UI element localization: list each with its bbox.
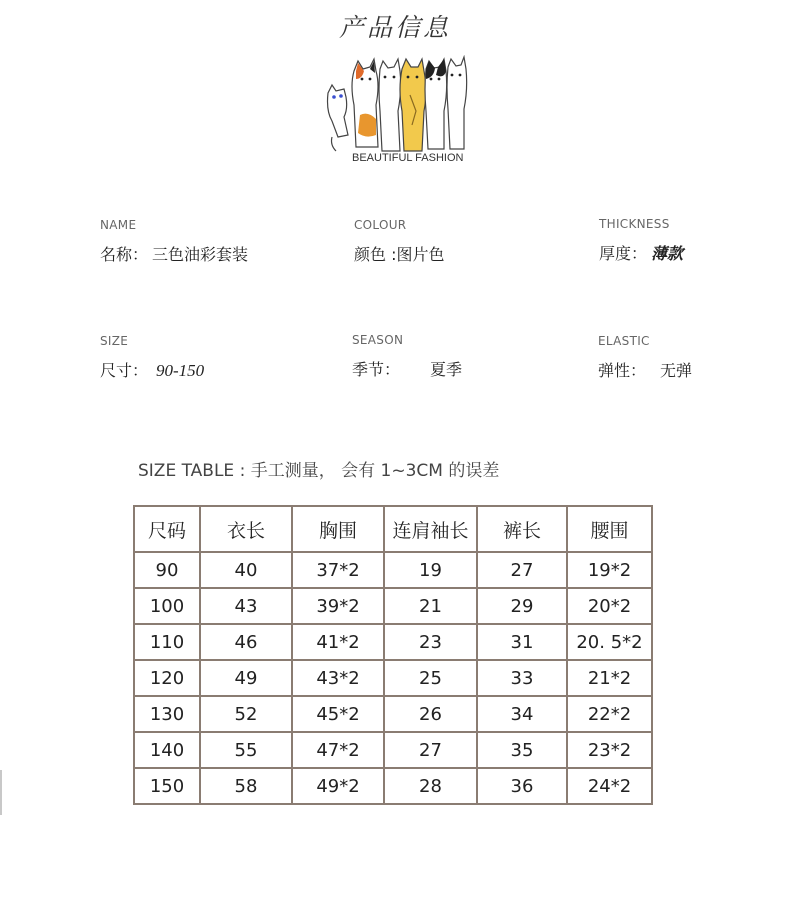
info-name-en: NAME bbox=[100, 218, 137, 232]
info-size-label: 尺寸： bbox=[100, 361, 149, 380]
cell-size: 130 bbox=[134, 696, 200, 732]
cell-size: 150 bbox=[134, 768, 200, 804]
size-table-header-row bbox=[134, 506, 652, 552]
cat-white-middle bbox=[379, 59, 401, 151]
edge-mark bbox=[0, 770, 2, 815]
cell-sleeve: 25 bbox=[384, 660, 477, 696]
cell-sleeve: 21 bbox=[384, 588, 477, 624]
info-thickness-value: 薄款 bbox=[651, 244, 684, 263]
cell-sleeve: 23 bbox=[384, 624, 477, 660]
info-thickness bbox=[599, 217, 683, 264]
cat-black-white bbox=[425, 59, 447, 149]
cell-size: 90 bbox=[134, 552, 200, 588]
header-pants-length: 裤长 bbox=[477, 506, 567, 552]
table-row bbox=[134, 696, 652, 732]
header-length: 衣长 bbox=[200, 506, 292, 552]
cell-sleeve: 27 bbox=[384, 732, 477, 768]
info-size-value: 90-150 bbox=[156, 361, 205, 380]
cell-chest: 39*2 bbox=[292, 588, 384, 624]
info-elastic-en: ELASTIC bbox=[598, 334, 650, 348]
cell-waist: 20*2 bbox=[567, 588, 652, 624]
cell-waist: 20. 5*2 bbox=[567, 624, 652, 660]
info-size-en: SIZE bbox=[100, 334, 129, 348]
info-thickness-en: THICKNESS bbox=[599, 217, 670, 231]
info-season-value: 夏季 bbox=[430, 360, 463, 379]
table-row bbox=[134, 552, 652, 588]
cell-length: 43 bbox=[200, 588, 292, 624]
header-sleeve: 连肩袖长 bbox=[384, 506, 477, 552]
info-colour bbox=[354, 218, 445, 265]
info-elastic-value: 无弹 bbox=[660, 361, 693, 380]
cell-sleeve: 26 bbox=[384, 696, 477, 732]
table-row bbox=[134, 588, 652, 624]
table-row bbox=[134, 732, 652, 768]
cell-sleeve: 19 bbox=[384, 552, 477, 588]
info-thickness-label: 厚度： bbox=[599, 244, 648, 263]
cell-chest: 37*2 bbox=[292, 552, 384, 588]
cell-chest: 49*2 bbox=[292, 768, 384, 804]
cell-pants-length: 27 bbox=[477, 552, 567, 588]
cell-pants-length: 31 bbox=[477, 624, 567, 660]
header-size: 尺码 bbox=[134, 506, 200, 552]
cell-waist: 24*2 bbox=[567, 768, 652, 804]
cell-length: 46 bbox=[200, 624, 292, 660]
header-waist: 腰围 bbox=[567, 506, 652, 552]
table-row bbox=[134, 624, 652, 660]
cell-pants-length: 33 bbox=[477, 660, 567, 696]
cell-length: 52 bbox=[200, 696, 292, 732]
info-name bbox=[100, 218, 248, 265]
info-season bbox=[352, 333, 462, 380]
info-colour-en: COLOUR bbox=[354, 218, 407, 232]
info-name-value: 三色油彩套装 bbox=[152, 245, 249, 264]
cell-size: 110 bbox=[134, 624, 200, 660]
info-elastic-label: 弹性： bbox=[598, 361, 647, 380]
cell-waist: 19*2 bbox=[567, 552, 652, 588]
info-size bbox=[100, 334, 204, 381]
info-name-label: 名称： bbox=[100, 245, 149, 264]
cell-waist: 22*2 bbox=[567, 696, 652, 732]
cell-pants-length: 34 bbox=[477, 696, 567, 732]
size-table-caption: SIZE TABLE : 手工测量， 会有 1~3CM 的误差 bbox=[138, 461, 500, 481]
cell-chest: 45*2 bbox=[292, 696, 384, 732]
brand-name: BEAUTIFUL FASHION bbox=[352, 152, 464, 164]
cell-size: 140 bbox=[134, 732, 200, 768]
cell-length: 40 bbox=[200, 552, 292, 588]
cat-yellow bbox=[400, 59, 426, 151]
cat-white-right bbox=[447, 57, 467, 149]
info-season-en: SEASON bbox=[352, 333, 404, 347]
cell-waist: 21*2 bbox=[567, 660, 652, 696]
cell-sleeve: 28 bbox=[384, 768, 477, 804]
cell-pants-length: 36 bbox=[477, 768, 567, 804]
cell-chest: 41*2 bbox=[292, 624, 384, 660]
cell-chest: 43*2 bbox=[292, 660, 384, 696]
cell-chest: 47*2 bbox=[292, 732, 384, 768]
table-row bbox=[134, 660, 652, 696]
info-elastic bbox=[598, 334, 692, 381]
size-table bbox=[133, 505, 653, 805]
header-chest: 胸围 bbox=[292, 506, 384, 552]
info-colour-value: 图片色 bbox=[396, 245, 445, 264]
cell-length: 49 bbox=[200, 660, 292, 696]
cell-pants-length: 35 bbox=[477, 732, 567, 768]
cell-size: 100 bbox=[134, 588, 200, 624]
cell-length: 58 bbox=[200, 768, 292, 804]
cat-white-left bbox=[328, 85, 349, 151]
cell-pants-length: 29 bbox=[477, 588, 567, 624]
cell-size: 120 bbox=[134, 660, 200, 696]
page-title: 产品信息 bbox=[338, 13, 451, 42]
info-season-label: 季节： bbox=[352, 360, 401, 379]
cat-calico bbox=[352, 59, 378, 147]
cell-length: 55 bbox=[200, 732, 292, 768]
info-colour-label: 颜色 : bbox=[354, 245, 397, 264]
cell-waist: 23*2 bbox=[567, 732, 652, 768]
table-row bbox=[134, 768, 652, 804]
